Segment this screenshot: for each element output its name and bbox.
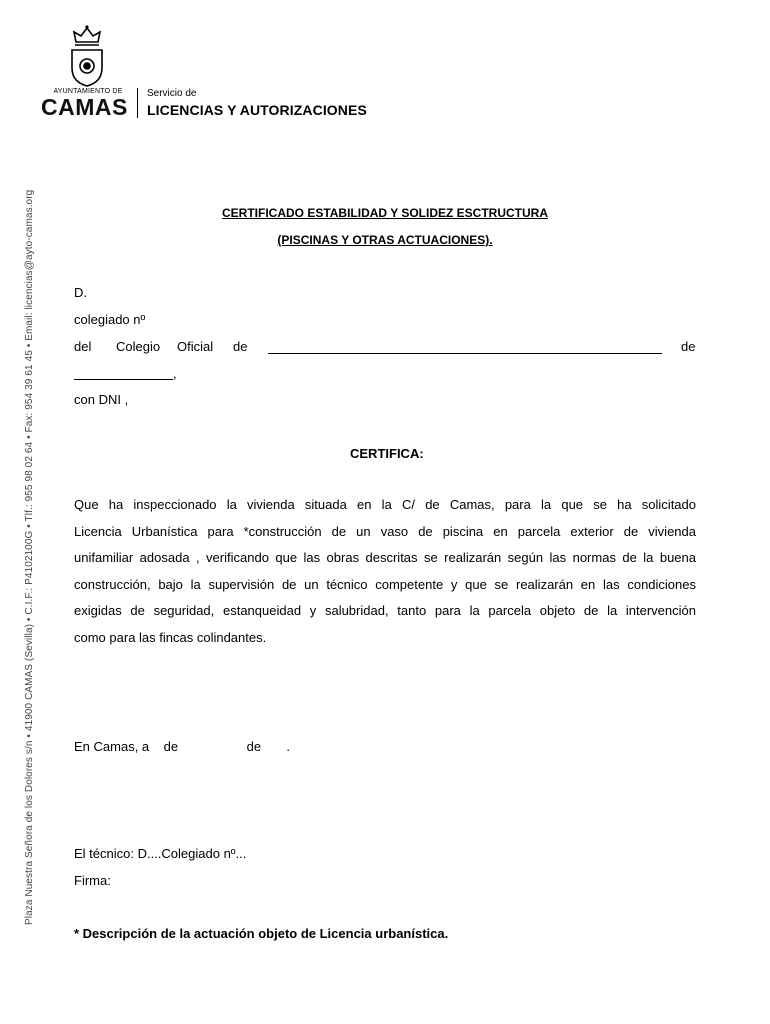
body-line: exigidas de seguridad, estanqueidad y salubridad, tanto para la parcela objeto de la intervención <box>74 603 696 618</box>
body-line: construcción, bajo la supervisión de un técnico competente y que se realizarán en las condiciones <box>74 576 696 592</box>
address-sidebar: Plaza Nuestra Señora de los Dolores s/n • 41900 CAMAS (Sevilla) • C.I.F.: P4102100G • Tlf.: 955 98 02 64 • Fax: 954 39 61 45 • Email: licencias@ayto-camas.org <box>24 189 35 925</box>
tecnico-line: El técnico: D....Colegiado nº... <box>74 846 247 861</box>
header-divider <box>137 88 138 118</box>
footnote: * Descripción de la actuación objeto de Licencia urbanística. <box>74 926 449 941</box>
field-del: del <box>74 339 92 354</box>
document-subtitle: (PISCINAS Y OTRAS ACTUACIONES). <box>277 233 493 247</box>
town-name: CAMAS <box>41 94 128 120</box>
firma-line: Firma: <box>74 873 111 888</box>
field-colegiado: colegiado nº <box>74 312 146 327</box>
field-de-2: de <box>681 339 696 354</box>
field-d: D. <box>74 285 87 300</box>
service-prefix: Servicio de <box>147 88 197 99</box>
field-colegio: Colegio <box>116 339 161 354</box>
field-oficial: Oficial <box>177 339 214 354</box>
coat-of-arms-logo <box>66 24 108 90</box>
document-title: CERTIFICADO ESTABILIDAD Y SOLIDEZ ESCTRUCTURA <box>221 206 548 220</box>
field-dni: con DNI , <box>74 392 129 407</box>
service-name: LICENCIAS Y AUTORIZACIONES <box>147 102 367 118</box>
provincia-blank-line <box>74 379 173 380</box>
body-line: como para las fincas colindantes. <box>74 629 267 645</box>
body-line: Licencia Urbanística para *construcción de un vaso de piscina en parcela exterior de vivienda <box>74 523 696 539</box>
certification-body <box>74 492 696 651</box>
certifica-heading: CERTIFICA: <box>350 446 424 461</box>
ayuntamiento-label: AYUNTAMIENTO DE <box>53 88 123 95</box>
body-line: Que ha inspeccionado la vivienda situada en la C/ de Camas, para la que se ha solicitado <box>74 497 696 512</box>
body-line: unifamiliar adosada , verificando que las obras descritas se realizarán según las normas de la buena <box>74 550 696 565</box>
field-comma: , <box>173 366 177 381</box>
colegio-blank-line <box>268 353 662 354</box>
field-de-1: de <box>233 339 248 354</box>
date-line: En Camas, a de de . <box>74 739 291 754</box>
